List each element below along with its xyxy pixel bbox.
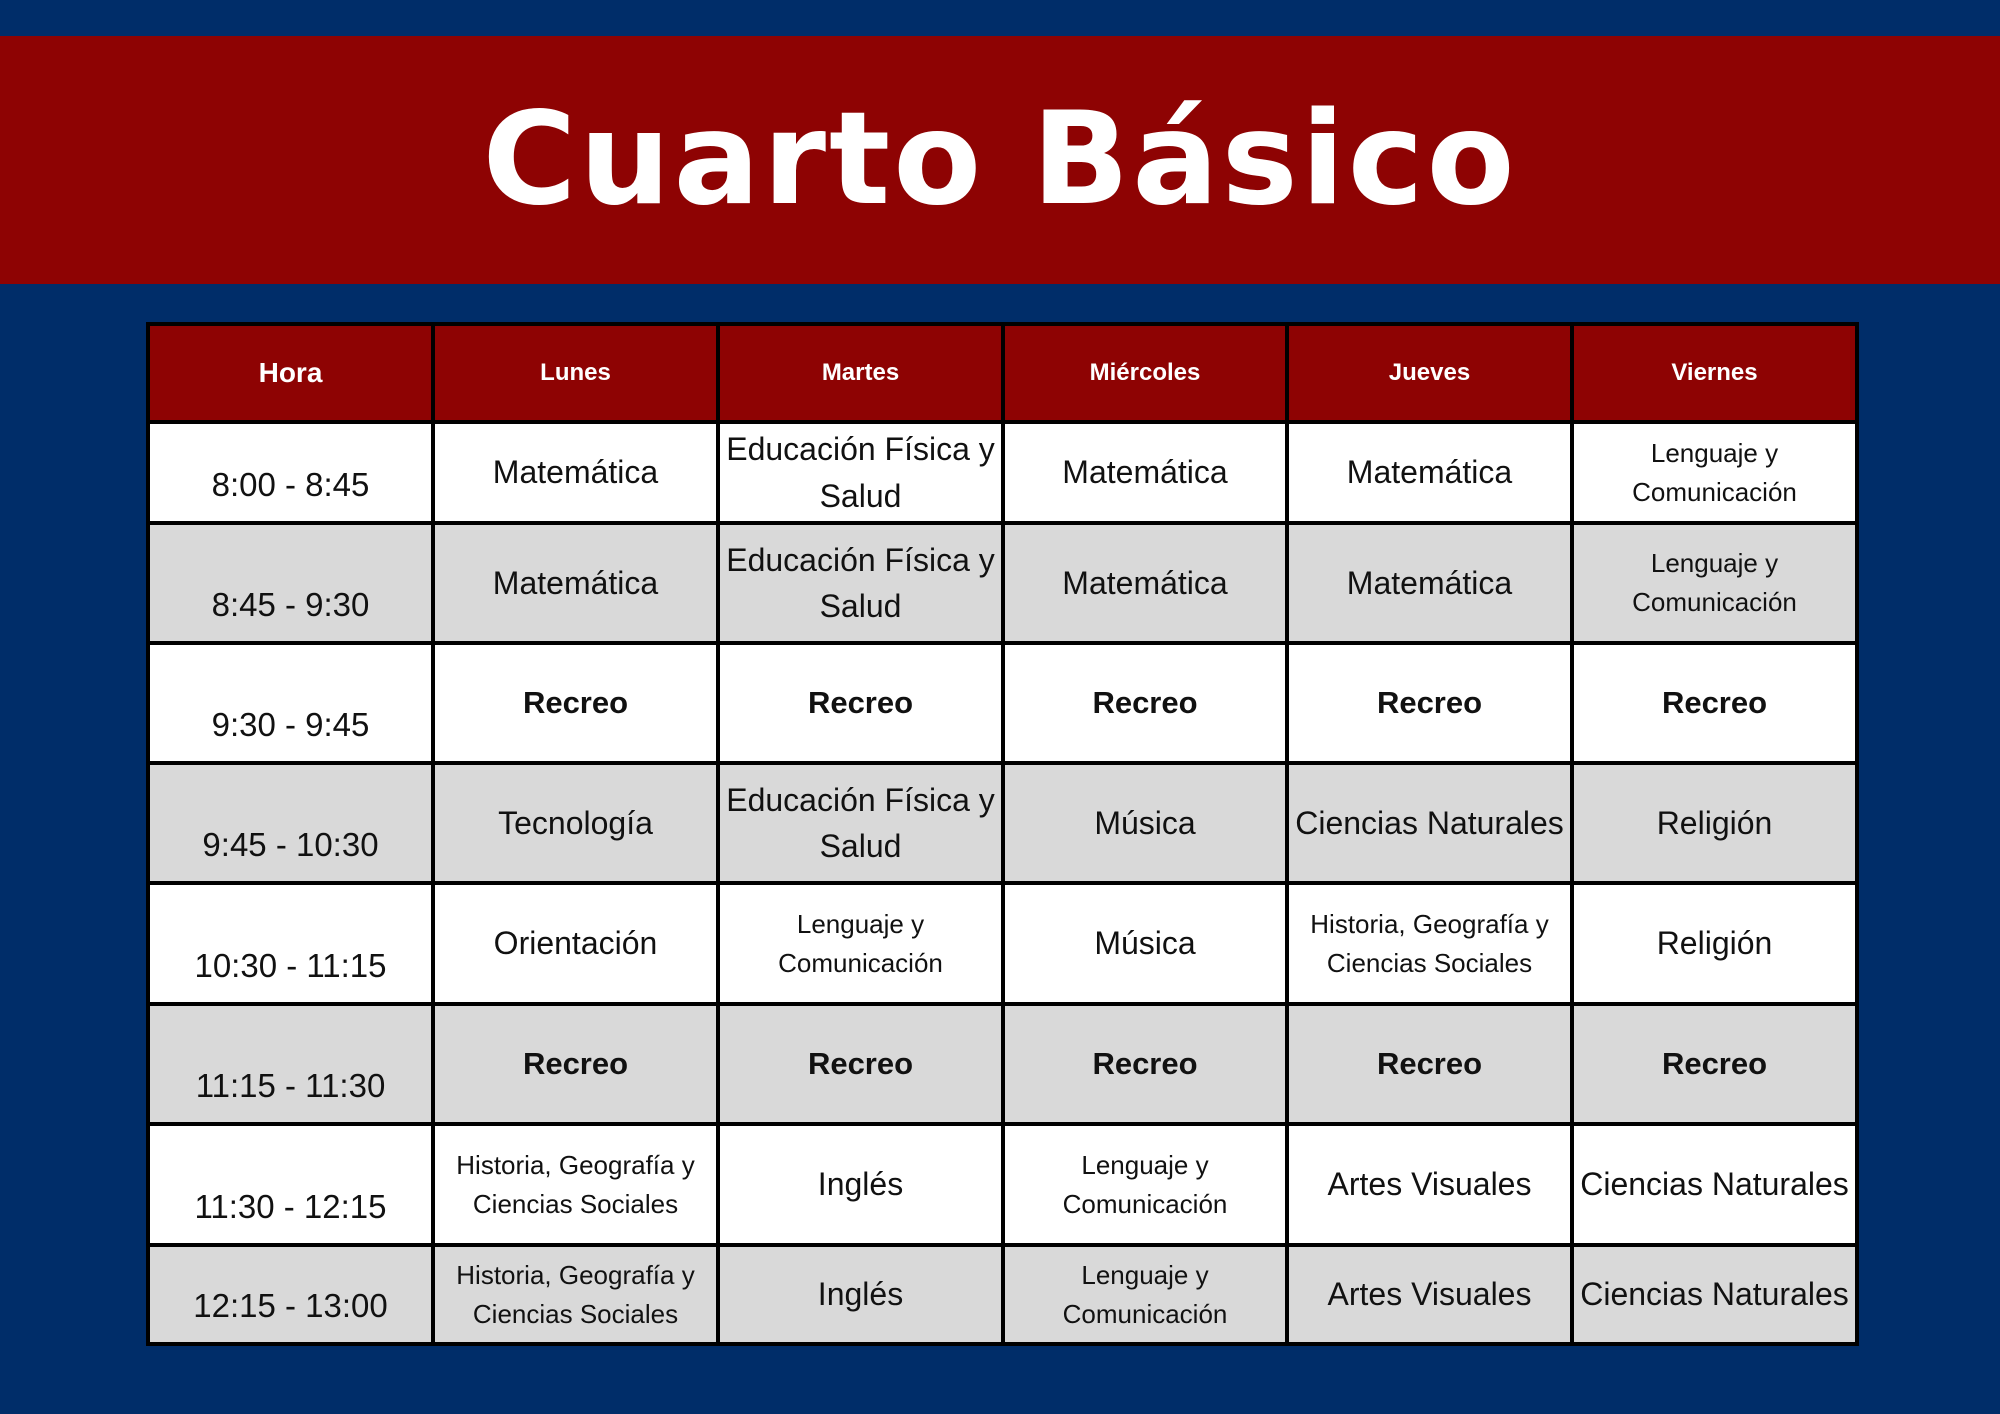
class-cell: Ciencias Naturales — [1287, 763, 1572, 883]
class-cell: Matemática — [1003, 422, 1287, 523]
class-cell: Artes Visuales — [1287, 1124, 1572, 1245]
class-cell: Educación Física y Salud — [718, 523, 1003, 643]
recess-cell: Recreo — [718, 1004, 1003, 1124]
recess-cell: Recreo — [433, 1004, 718, 1124]
page-title: Cuarto Básico — [482, 85, 1518, 234]
header-row — [148, 324, 1857, 422]
class-cell: Artes Visuales — [1287, 1245, 1572, 1344]
recess-cell: Recreo — [1003, 1004, 1287, 1124]
class-cell: Lenguaje y Comunicación — [1003, 1124, 1287, 1245]
class-cell: Educación Física y Salud — [718, 763, 1003, 883]
header-martes: Martes — [718, 324, 1003, 422]
class-cell: Lenguaje y Comunicación — [1572, 422, 1857, 523]
header-lunes: Lunes — [433, 324, 718, 422]
schedule-table — [146, 322, 1859, 1346]
table-row — [148, 422, 1857, 523]
class-cell: Tecnología — [433, 763, 718, 883]
class-cell: Matemática — [1003, 523, 1287, 643]
recess-cell: Recreo — [718, 643, 1003, 763]
header-jueves: Jueves — [1287, 324, 1572, 422]
class-cell: Ciencias Naturales — [1572, 1245, 1857, 1344]
recess-cell: Recreo — [1287, 1004, 1572, 1124]
class-cell: Lenguaje y Comunicación — [718, 883, 1003, 1004]
class-cell: Historia, Geografía y Ciencias Sociales — [433, 1245, 718, 1344]
time-cell: 12:15 - 13:00 — [148, 1245, 433, 1344]
table-row — [148, 523, 1857, 643]
table-row — [148, 1124, 1857, 1245]
table-row — [148, 1245, 1857, 1344]
class-cell: Matemática — [433, 523, 718, 643]
header-viernes: Viernes — [1572, 324, 1857, 422]
header-hora: Hora — [148, 324, 433, 422]
table-row — [148, 643, 1857, 763]
class-cell: Matemática — [1287, 523, 1572, 643]
class-cell: Religión — [1572, 763, 1857, 883]
class-cell: Música — [1003, 883, 1287, 1004]
time-cell: 8:00 - 8:45 — [148, 422, 433, 523]
class-cell: Lenguaje y Comunicación — [1572, 523, 1857, 643]
class-cell: Educación Física y Salud — [718, 422, 1003, 523]
time-cell: 8:45 - 9:30 — [148, 523, 433, 643]
table-row — [148, 763, 1857, 883]
header-miercoles: Miércoles — [1003, 324, 1287, 422]
class-cell: Inglés — [718, 1245, 1003, 1344]
table-row — [148, 883, 1857, 1004]
time-cell: 11:15 - 11:30 — [148, 1004, 433, 1124]
class-cell: Ciencias Naturales — [1572, 1124, 1857, 1245]
class-cell: Religión — [1572, 883, 1857, 1004]
time-cell: 10:30 - 11:15 — [148, 883, 433, 1004]
class-cell: Música — [1003, 763, 1287, 883]
class-cell: Historia, Geografía y Ciencias Sociales — [433, 1124, 718, 1245]
class-cell: Matemática — [1287, 422, 1572, 523]
class-cell: Matemática — [433, 422, 718, 523]
time-cell: 11:30 - 12:15 — [148, 1124, 433, 1245]
class-cell: Orientación — [433, 883, 718, 1004]
recess-cell: Recreo — [1003, 643, 1287, 763]
recess-cell: Recreo — [1287, 643, 1572, 763]
recess-cell: Recreo — [433, 643, 718, 763]
table-row — [148, 1004, 1857, 1124]
class-cell: Historia, Geografía y Ciencias Sociales — [1287, 883, 1572, 1004]
time-cell: 9:45 - 10:30 — [148, 763, 433, 883]
title-banner — [0, 36, 2000, 284]
recess-cell: Recreo — [1572, 643, 1857, 763]
recess-cell: Recreo — [1572, 1004, 1857, 1124]
class-cell: Lenguaje y Comunicación — [1003, 1245, 1287, 1344]
time-cell: 9:30 - 9:45 — [148, 643, 433, 763]
class-cell: Inglés — [718, 1124, 1003, 1245]
